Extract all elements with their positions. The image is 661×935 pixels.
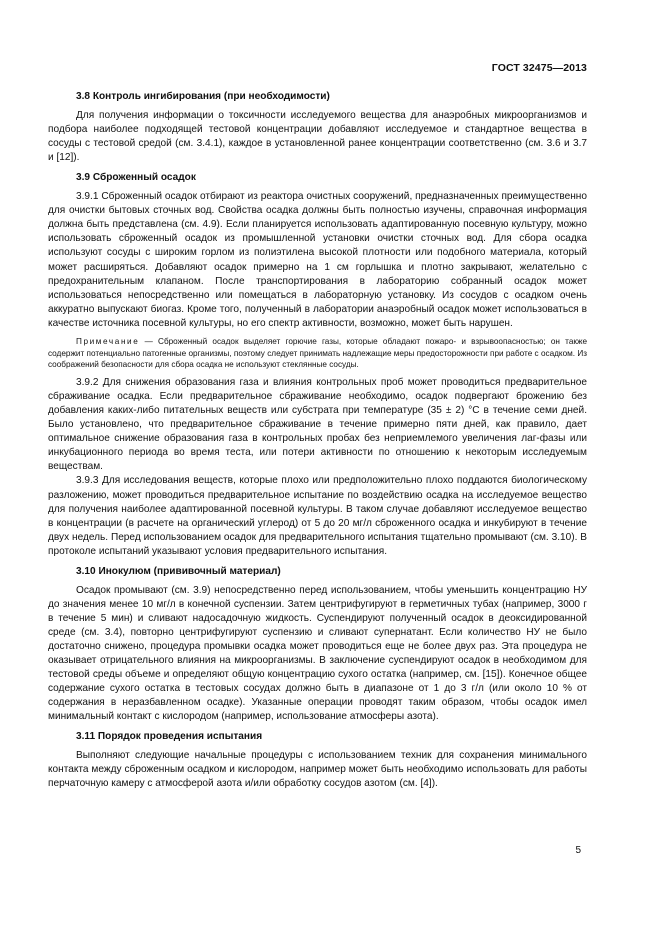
paragraph-3-8: Для получения информации о токсичности исследуемого вещества для анаэробных микроорганизмов и подбора наиболее подходящей тестовой концентрации добавляют исследуемое и стандартное вещества в сосуды с тестовой средой (см. 3.4.1), каждое в установленной ранее концентрации соответственно (см. 3.6 и 3.7 и [12]). <box>48 110 587 164</box>
paragraph-3-9-3: 3.9.3 Для исследования веществ, которые плохо или предположительно плохо поддаются биологическому разложению, может проводиться предварительное испытание по воздействию осадка на исследуемое вещество для получения наиболее адаптированной посевной культуры. В таком случае добавляют исследуемое вещество в концентрации (в расчете на органический углерод) от 5 до 20 мг/л сброженного осадка и инкубируют в течение двух недель. Перед использованием осадок для предварительного испытания тщательно промывают (см. 3.10). В протоколе испытаний указывают условия предварительного испытания. <box>48 475 587 557</box>
paragraph-3-9-2: 3.9.2 Для снижения образования газа и влияния контрольных проб может проводиться предварительное сбраживание осадка. Если предварительное сбраживание необходимо, осадок подвергают брожению без добавления каких-либо питательных веществ или субстрата при температуре (35 ± 2) °С в течение семи дней. Было установлено, что предварительное сбраживание в течение примерно пяти дней, как правило, дает оптимальное снижение образования газа в контрольных пробах без неприемлемого увеличения лаг-фазы или инкубационного периода во время теста, или потери активности по отношению к некоторым исследуемым веществам. <box>48 377 587 473</box>
standard-header: ГОСТ 32475—2013 <box>491 62 587 74</box>
page-number: 5 <box>575 845 581 856</box>
note-3-9-1 <box>48 336 587 371</box>
section-heading-3-10: 3.10 Инокулюм (прививочный материал) <box>76 565 281 577</box>
document-body <box>48 90 587 791</box>
paragraph-3-9-1: 3.9.1 Сброженный осадок отбирают из реактора очистных сооружений, предназначенных преимущественно для очистки бытовых сточных вод. Свойства осадка должны быть полностью изучены, справочная информация должна быть представлена (см. 4.9). Если планируется использовать адаптированную посевную культуру, можно использовать сброженный осадок из промышленной установки очистки сточных вод. Для сбора осадка используют сосуды с широким горлом из полиэтилена высокой плотности или подобного материала, который может расширяться. Добавляют осадок примерно на 1 см горлышка и плотно закрывают, желательно с предохранительным клапаном. После транспортирования в лабораторию собранный осадок может использоваться непосредственно или помещаться в лабораторную установку. Из сосудов с осадком очень аккуратно выпускают биогаз. Кроме того, полученный в лаборатории анаэробный осадок может использоваться в качестве источника посевной культуры, но его спектр активности, возможно, может быть нарушен. <box>48 191 587 329</box>
note-text: — Сброженный осадок выделяет горючие газы, которые обладают пожаро- и взрывоопасностью; он также содержит потенциально патогенные организмы, поэтому следует принимать надлежащие меры предосторожности при работе с осадком. Из соображений безопасности для сбора осадка не используют стеклянные сосуды. <box>48 336 587 370</box>
paragraph-3-10: Осадок промывают (см. 3.9) непосредственно перед использованием, чтобы уменьшить концентрацию НУ до значения менее 10 мг/л в конечной суспензии. Затем центрифугируют в герметичных тубах (например, 3000 г в течение 5 мин) и сливают надосадочную жидкость. Суспендируют полученный осадок в деоксидированной среде (см. 3.4), повторно центрифугируют суспензию и сливают супернатант. Если количество НУ не было достаточно снижено, процедура промывки осадка может проводиться еще не более двух раз. Эта процедура не оказывает отрицательного влияния на микроорганизмы. В заключение суспендируют осадок в необходимом для тестовой среды объеме и определяют общую концентрацию сухого остатка (например, см. [15]). Конечное общее содержание сухого остатка в тестовых сосудах должно быть в диапазоне от 1 до 3 г/л (или около 10 % от содержания в неразбавленном осадке). Указанные операции проводят таким образом, чтобы осадок имел минимальный контакт с кислородом (например, использование атмосферы азота). <box>48 584 587 723</box>
note-label: Примечание <box>76 336 140 346</box>
paragraph-3-11: Выполняют следующие начальные процедуры с использованием техник для сохранения минимального контакта между сброженным осадком и кислородом, например может быть необходимо использовать для работы перчаточную камеру с атмосферой азота и/или обработку сосудов азотом (см. [4]). <box>48 750 587 790</box>
section-heading-3-9: 3.9 Сброженный осадок <box>76 172 196 184</box>
section-heading-3-8: 3.8 Контроль ингибирования (при необходимости) <box>76 91 330 102</box>
section-heading-3-11: 3.11 Порядок проведения испытания <box>76 731 263 743</box>
